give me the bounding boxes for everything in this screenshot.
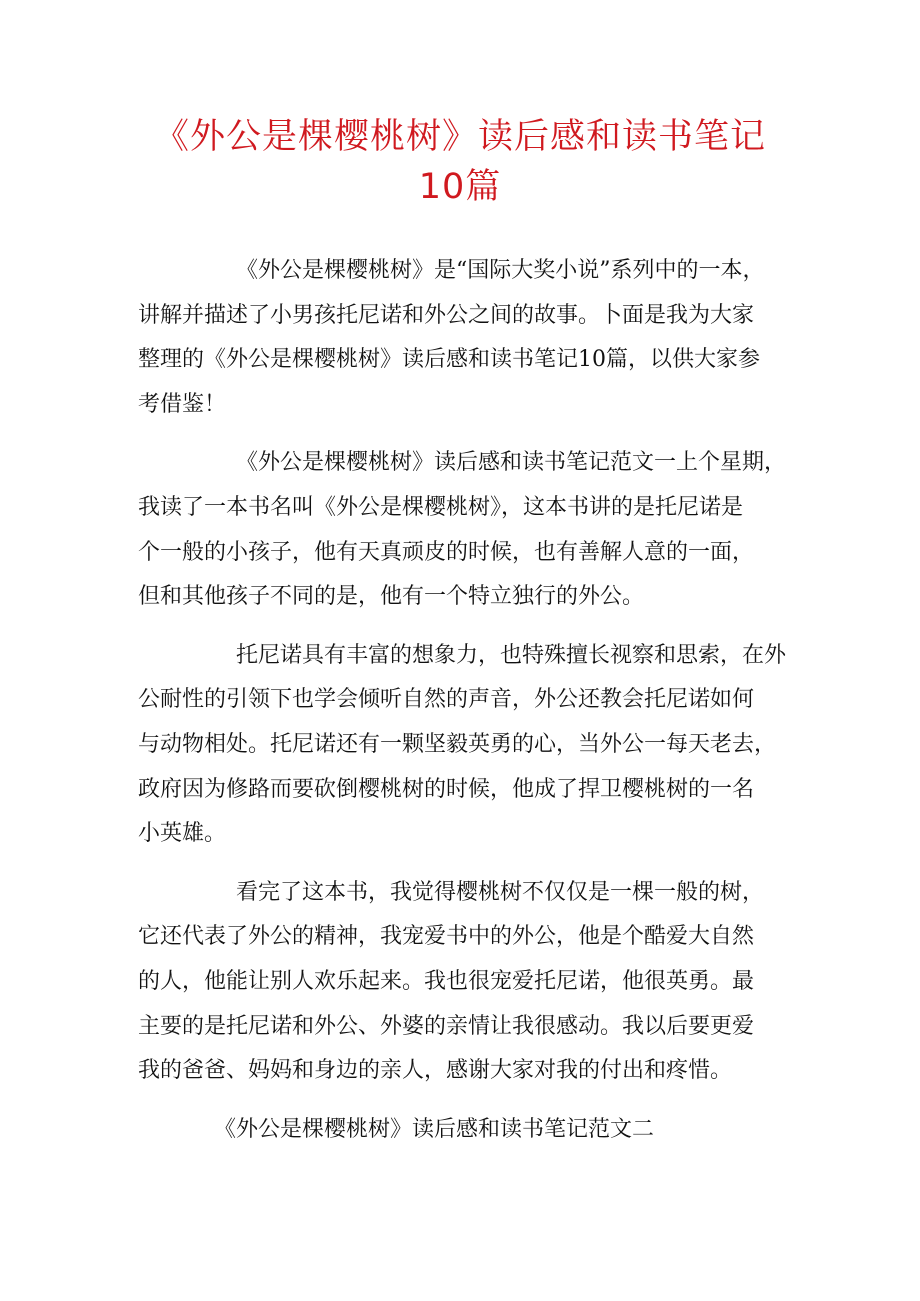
paragraph-line: 我读了一本书名叫《外公是棵樱桃树》，这本书讲的是托尼诺是: [138, 494, 744, 520]
paragraph-line: 的人，他能让别人欢乐起来。我也很宠爱托尼诺，他很英勇。最: [138, 968, 755, 994]
paragraph-line: 整理的《外公是棵樱桃树》读后感和读书笔记10篇，以供大家参: [138, 347, 760, 373]
document-body: [138, 249, 790, 1152]
title-line-2: 10篇: [418, 167, 502, 207]
paragraph-line: 但和其他孩子不同的是，他有一个特立独行的外公。: [138, 584, 645, 610]
paragraph-line: 托尼诺具有丰富的想象力，也特殊擅长视察和思索，在外: [236, 642, 787, 668]
paragraph-line: 看完了这本书，我觉得樱桃树不仅仅是一棵一般的树，: [236, 879, 765, 905]
paragraph: [138, 441, 790, 619]
paragraph-line: 《外公是棵樱桃树》读后感和读书笔记范文一上个星期，: [236, 450, 787, 476]
paragraph-line: 《外公是棵樱桃树》是“国际大奖小说”系列中的一本，: [236, 258, 765, 283]
paragraph: [138, 249, 790, 427]
document-title: [80, 112, 840, 212]
paragraph: [138, 871, 790, 1094]
paragraph-line: 《外公是棵樱桃树》读后感和读书笔记范文二: [214, 1116, 655, 1142]
paragraph-gap: [138, 620, 790, 634]
paragraph-gap: [138, 857, 790, 871]
paragraph: [138, 634, 790, 857]
paragraph-line: 我的爸爸、妈妈和身边的亲人，感谢大家对我的付出和疼惜。: [138, 1058, 733, 1084]
paragraph-line: 小英雄。: [138, 821, 227, 847]
paragraph-gap: [138, 1094, 790, 1108]
paragraph-line: 个一般的小孩子，他有天真顽皮的时候，也有善解人意的一面，: [138, 539, 755, 565]
paragraph-line: 讲解并描述了小男孩托尼诺和外公之间的故事。卜面是我为大家: [138, 302, 755, 328]
paragraph-gap: [138, 427, 790, 441]
paragraph-line: 与动物相处。托尼诺还有一颗坚毅英勇的心，当外公一每天老去，: [138, 731, 777, 757]
paragraph-line: 公耐性的引领下也学会倾听自然的声音，外公还教会托尼诺如何: [138, 687, 755, 713]
paragraph-line: 考借鉴！: [138, 391, 227, 417]
paragraph-line: 主要的是托尼诺和外公、外婆的亲情让我很感动。我以后要更爱: [138, 1013, 755, 1039]
paragraph: [138, 1108, 790, 1153]
title-line-1: 《外公是棵樱桃树》读后感和读书笔记: [153, 117, 766, 157]
paragraph-line: 政府因为修路而要砍倒樱桃树的时候，他成了捍卫樱桃树的一名: [138, 776, 755, 802]
paragraph-line: 它还代表了外公的精神，我宠爱书中的外公，他是个酷爱大自然: [138, 924, 755, 950]
